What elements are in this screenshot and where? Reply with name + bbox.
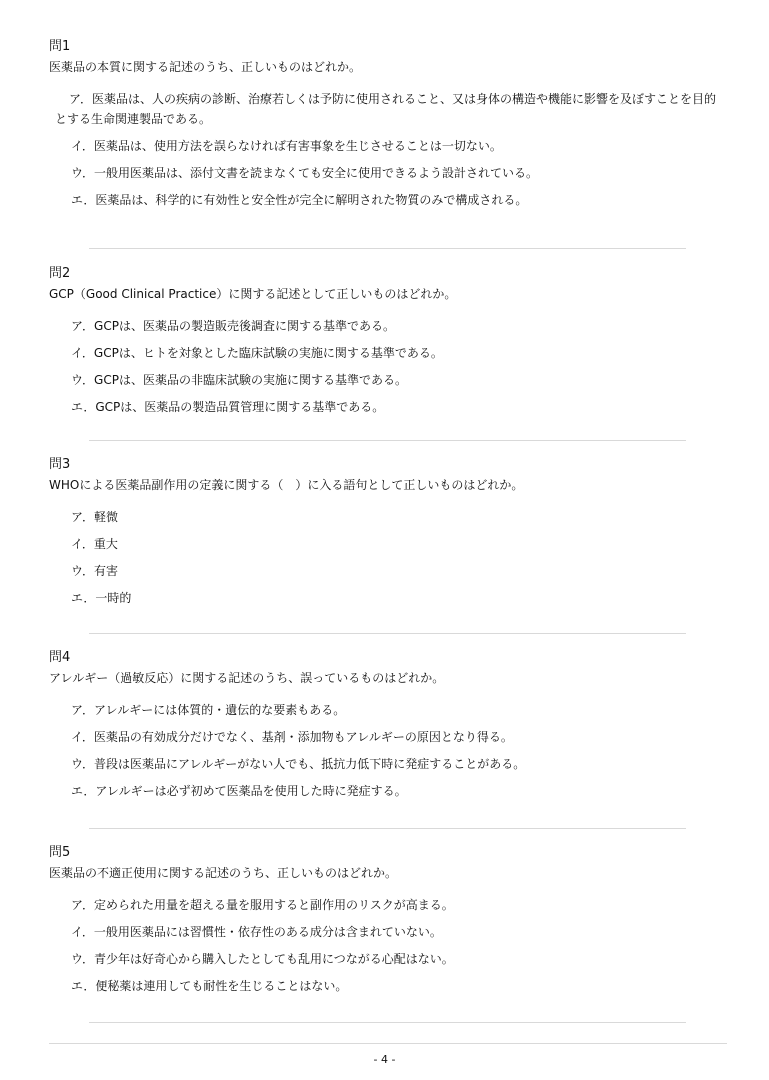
choice-list bbox=[49, 509, 719, 607]
choice-u: ウ．一般用医薬品は、添付文書を読まなくても安全に使用できるよう設計されている。 bbox=[71, 166, 539, 180]
choice-i: イ．一般用医薬品には習慣性・依存性のある成分は含まれていない。 bbox=[71, 925, 442, 939]
choice-i: イ．重大 bbox=[71, 537, 118, 551]
section-divider bbox=[89, 248, 686, 249]
choice-a: ア．アレルギーには体質的・遺伝的な要素もある。 bbox=[71, 703, 346, 717]
choice-e: エ．便秘薬は連用しても耐性を生じることはない。 bbox=[71, 979, 348, 993]
section-divider bbox=[89, 828, 686, 829]
choice-i: イ．医薬品の有効成分だけでなく、基剤・添加物もアレルギーの原因となり得る。 bbox=[71, 730, 513, 744]
choice-i: イ．医薬品は、使用方法を誤らなければ有害事象を生じさせることは一切ない。 bbox=[71, 139, 502, 153]
question-number: 問1 bbox=[49, 39, 71, 54]
choice-i: イ．GCPは、ヒトを対象とした臨床試験の実施に関する基準である。 bbox=[71, 346, 443, 360]
question-2 bbox=[49, 265, 719, 440]
choice-e: エ．医薬品は、科学的に有効性と安全性が完全に解明された物質のみで構成される。 bbox=[71, 193, 528, 207]
page-number: - 4 - bbox=[373, 1053, 396, 1066]
question-page bbox=[49, 38, 719, 1023]
question-text: アレルギー（過敏反応）に関する記述のうち、誤っているものはどれか。 bbox=[49, 671, 445, 685]
question-3 bbox=[49, 456, 719, 633]
choice-a: ア．医薬品は、人の疾病の診断、治療若しくは予防に使用されること、又は身体の構造や機能に影響を及ぼすことを目的とする生命関連製品である。 bbox=[55, 92, 717, 126]
choice-list bbox=[49, 318, 719, 416]
choice-u: ウ．GCPは、医薬品の非臨床試験の実施に関する基準である。 bbox=[71, 373, 407, 387]
section-divider bbox=[89, 633, 686, 634]
question-1 bbox=[49, 38, 719, 248]
question-number: 問5 bbox=[49, 845, 71, 860]
choice-a: ア．定められた用量を超える量を服用すると副作用のリスクが高まる。 bbox=[71, 898, 454, 912]
question-text: WHOによる医薬品副作用の定義に関する（ ）に入る語句として正しいものはどれか。 bbox=[49, 478, 524, 492]
choice-list bbox=[49, 897, 719, 995]
question-number: 問2 bbox=[49, 266, 71, 281]
choice-u: ウ．有害 bbox=[71, 564, 119, 578]
choice-u: ウ．青少年は好奇心から購入したとしても乱用につながる心配はない。 bbox=[71, 952, 454, 966]
section-divider bbox=[89, 1022, 686, 1023]
question-text: GCP（Good Clinical Practice）に関する記述として正しいものはどれか。 bbox=[49, 287, 457, 301]
footer-divider bbox=[49, 1043, 727, 1044]
question-text: 医薬品の本質に関する記述のうち、正しいものはどれか。 bbox=[49, 60, 362, 74]
choice-list bbox=[49, 89, 719, 209]
choice-a: ア．軽微 bbox=[71, 510, 119, 524]
question-4 bbox=[49, 649, 719, 828]
question-number: 問3 bbox=[49, 457, 71, 472]
choice-a: ア．GCPは、医薬品の製造販売後調査に関する基準である。 bbox=[71, 319, 395, 333]
choice-list bbox=[49, 702, 719, 800]
choice-e: エ．GCPは、医薬品の製造品質管理に関する基準である。 bbox=[71, 400, 385, 414]
section-divider bbox=[89, 440, 686, 441]
question-5 bbox=[49, 844, 719, 1022]
choice-e: エ．アレルギーは必ず初めて医薬品を使用した時に発症する。 bbox=[71, 784, 407, 798]
choice-e: エ．一時的 bbox=[71, 591, 132, 605]
question-text: 医薬品の不適正使用に関する記述のうち、正しいものはどれか。 bbox=[49, 866, 398, 880]
choice-u: ウ．普段は医薬品にアレルギーがない人でも、抵抗力低下時に発症することがある。 bbox=[71, 757, 526, 771]
question-number: 問4 bbox=[49, 650, 71, 665]
